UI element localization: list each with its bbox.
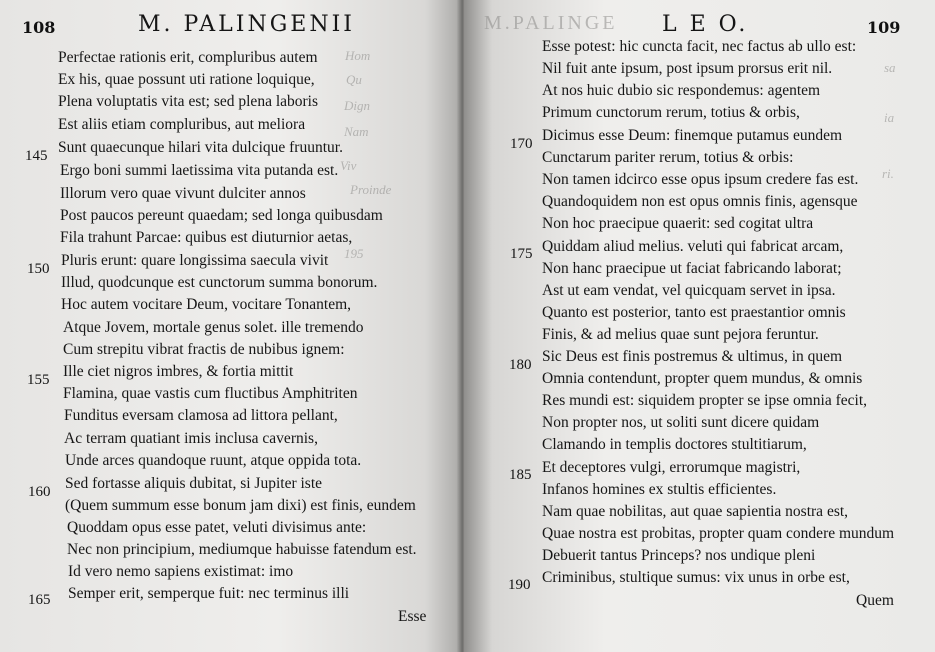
left-page [0, 0, 462, 652]
text-line: Nil fuit ante ipsum, post ipsum prorsus erit nil. [542, 60, 833, 77]
line-number: 170 [510, 136, 533, 152]
text-line: Non hoc praecipue quaerit: sed cogitat ultra [542, 215, 814, 232]
line-number: 165 [28, 592, 51, 608]
text-line: Plena voluptatis vita est; sed plena laboris [58, 93, 319, 110]
text-line: Sed fortasse aliquis dubitat, si Jupiter iste [65, 475, 323, 492]
text-line: Semper erit, semperque fuit: nec terminus illi [68, 585, 350, 602]
text-line: Atque Jovem, mortale genus solet. ille tremendo [63, 319, 364, 336]
text-line: Ast ut eam vendat, vel quicquam servet in ipsa. [542, 282, 836, 299]
text-line: Debuerit tantus Princeps? nos undique pleni [542, 547, 816, 564]
catchword: Esse [398, 608, 427, 625]
text-line: Ergo boni summi laetissima vita putanda est. [60, 162, 339, 179]
show-through-text: Hom [345, 48, 371, 63]
text-line: Nec non principium, mediumque habuisse fatendum est. [67, 541, 417, 558]
text-line: Non propter nos, ut soliti sunt dicere quidam [542, 414, 820, 431]
text-line: Sic Deus est finis postremus & ultimus, in quem [542, 348, 843, 365]
show-through-text: Viv [340, 158, 357, 173]
text-line: Quae nostra est probitas, propter quam condere mundum [542, 525, 895, 542]
show-through-text: M.PALINGE [484, 12, 618, 34]
show-through-text: ri. [882, 166, 894, 181]
text-line: Primum cunctorum rerum, totius & orbis, [542, 104, 800, 121]
left-page-number: 108 [22, 18, 56, 37]
line-number: 185 [509, 467, 532, 483]
text-line: Quoddam opus esse patet, veluti divisimus ante: [67, 519, 367, 536]
line-number: 155 [27, 372, 50, 388]
text-line: Quandoquidem non est opus omnis finis, agensque [542, 193, 858, 210]
text-line: Sunt quaecunque hilari vita dulcique fruuntur. [58, 139, 343, 156]
text-line: Illud, quodcunque est cunctorum summa bonorum. [61, 274, 378, 291]
text-line: Unde arces quandoque ruunt, atque oppida tota. [65, 452, 362, 469]
line-number: 160 [28, 484, 51, 500]
text-line: Ex his, quae possunt uti ratione loquique, [58, 71, 315, 88]
left-running-head: M. PALINGENII [138, 12, 355, 37]
catchword: Quem [856, 592, 894, 609]
show-through-text: sa [884, 60, 896, 75]
text-line: Res mundi est: siquidem propter se ipse omnia fecit, [542, 392, 868, 409]
line-number: 175 [510, 246, 533, 262]
text-line: Illorum vero quae vivunt dulciter annos [60, 185, 306, 202]
text-line: Dicimus esse Deum: finemque putamus eundem [542, 127, 843, 144]
text-line: (Quem summum esse bonum jam dixi) est finis, eundem [65, 497, 416, 514]
text-line: Perfectae rationis erit, compluribus autem [58, 49, 318, 66]
show-through-text: ia [884, 110, 895, 125]
text-line: Est aliis etiam compluribus, aut meliora [58, 116, 306, 133]
line-number: 145 [25, 148, 48, 164]
text-line: Quiddam aliud melius. veluti qui fabricat arcam, [542, 238, 844, 255]
text-line: Et deceptores vulgi, errorumque magistri, [542, 459, 801, 476]
text-line: At nos huic dubio sic respondemus: agentem [542, 82, 821, 99]
text-line: Cum strepitu vibrat fractis de nubibus ignem: [63, 341, 345, 358]
text-line: Flamina, quae vastis cum fluctibus Amphitriten [63, 385, 358, 402]
right-running-head: L E O. [662, 12, 749, 37]
text-line: Non hanc praecipue ut faciat fabricando laborat; [542, 260, 842, 277]
line-number: 180 [509, 357, 532, 373]
text-line: Ac terram quatiant imis inclusa cavernis, [64, 430, 318, 447]
text-line: Cunctarum pariter rerum, totius & orbis: [542, 149, 794, 166]
text-line: Quanto est posterior, tanto est praestantior omnis [542, 304, 846, 321]
show-through-text: 195 [344, 246, 364, 261]
text-line: Esse potest: hic cuncta facit, nec factus ab ullo est: [542, 38, 857, 55]
text-line: Nam quae nobilitas, aut quae sapientia nostra est, [542, 503, 849, 520]
text-line: Non tamen idcirco esse opus ipsum credere fas est. [542, 171, 859, 188]
text-line: Fila trahunt Parcae: quibus est diuturnior aetas, [60, 229, 353, 246]
line-number: 150 [27, 261, 50, 277]
text-line: Id vero nemo sapiens existimat: imo [68, 563, 294, 580]
show-through-text: Proinde [350, 182, 392, 197]
text-line: Finis, & ad melius quae sunt pejora feruntur. [542, 326, 819, 343]
right-page [464, 0, 935, 652]
text-line: Post paucos pereunt quaedam; sed longa quibusdam [60, 207, 383, 224]
right-page-number: 109 [867, 18, 901, 37]
text-line: Funditus eversam clamosa ad littora pellant, [64, 407, 338, 424]
show-through-text: Qu [346, 72, 362, 87]
text-line: Hoc autem vocitare Deum, vocitare Tonantem, [61, 296, 352, 313]
text-line: Pluris erunt: quare longissima saecula vivit [61, 252, 329, 269]
text-line: Criminibus, stultique sumus: vix unus in orbe est, [542, 569, 850, 586]
show-through-text: Nam [344, 124, 369, 139]
show-through-text: Dign [344, 98, 370, 113]
text-line: Ille ciet nigros imbres, & fortia mittit [63, 363, 294, 380]
text-line: Omnia contendunt, propter quem mundus, & omnis [542, 370, 863, 387]
text-line: Infanos homines ex stultis efficientes. [542, 481, 777, 498]
line-number: 190 [508, 577, 531, 593]
text-line: Clamando in templis doctores stultitiarum, [542, 436, 807, 453]
